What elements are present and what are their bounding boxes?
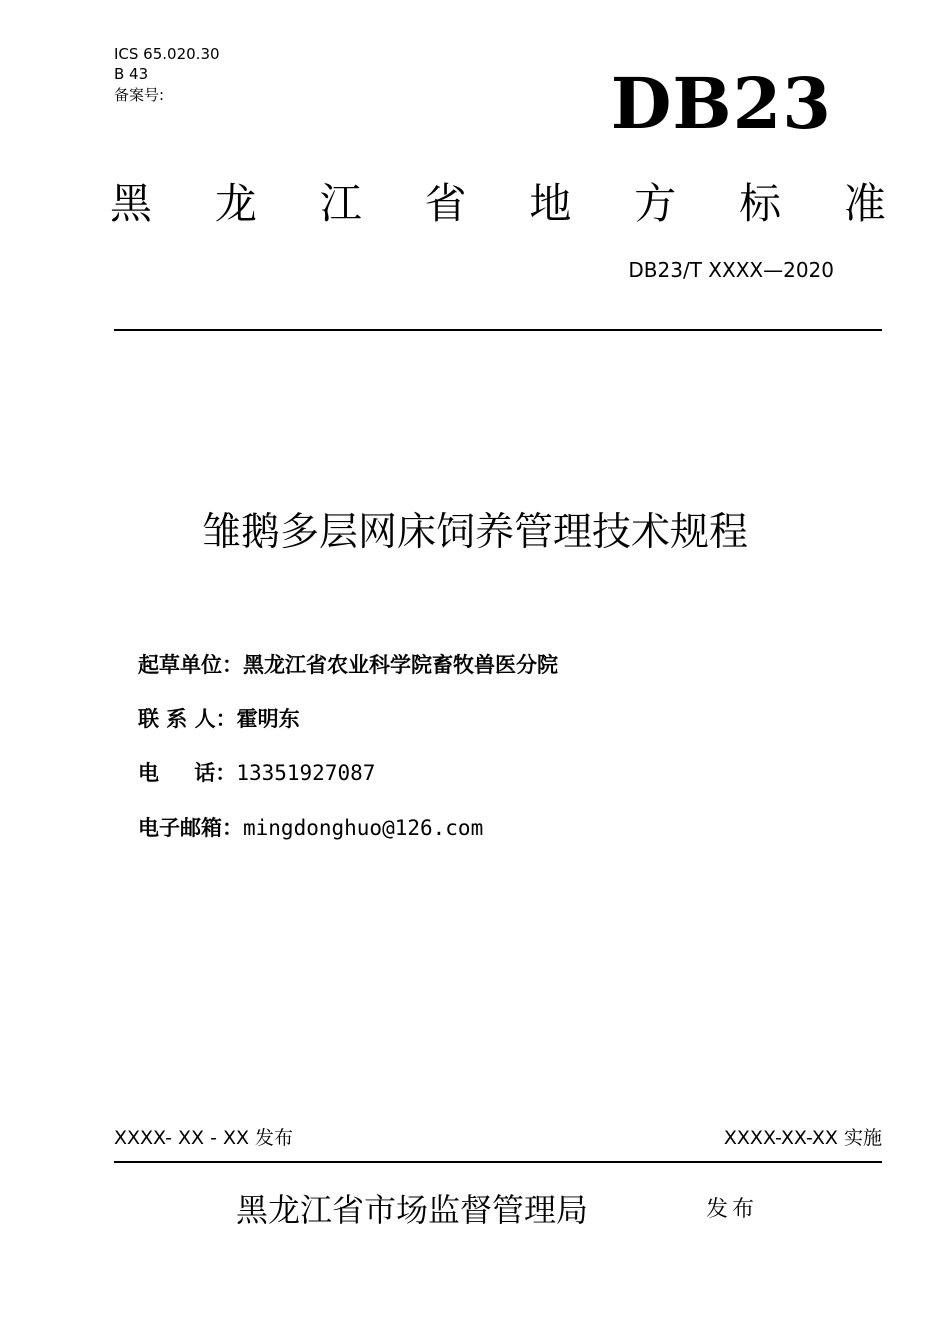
phone-label: 电 话： (138, 760, 237, 785)
record-number-label: 备案号: (114, 86, 165, 104)
classification-code: B 43 (114, 65, 149, 83)
standard-badge: DB23 (610, 62, 832, 145)
phone-row (138, 758, 375, 788)
drafting-unit-row (138, 650, 558, 680)
contact-person-row (138, 704, 300, 734)
issue-date: XXXX- XX - XX 发布 (114, 1127, 294, 1149)
drafting-unit-label: 起草单位： (138, 652, 243, 677)
standard-title-char: 龙 (214, 179, 257, 228)
email-value: mingdonghuo@126.com (243, 816, 484, 840)
header-divider (114, 329, 882, 331)
standard-title-char: 方 (634, 179, 677, 228)
email-row (138, 813, 483, 843)
phone-value: 13351927087 (236, 761, 376, 785)
publish-label: 发布 (706, 1197, 759, 1222)
document-title: 雏鹅多层网床饲养管理技术规程 (201, 510, 748, 555)
standard-number: DB23/T XXXX—2020 (628, 258, 834, 282)
contact-person-label: 联 系 人： (138, 706, 237, 731)
standard-title-char: 黑 (110, 179, 153, 228)
drafting-unit-value: 黑龙江省农业科学院畜牧兽医分院 (243, 652, 558, 677)
standard-title-char: 江 (319, 179, 362, 228)
contact-person-value: 霍明东 (236, 706, 300, 731)
standard-title-char: 准 (843, 179, 886, 228)
standard-title-char: 地 (529, 179, 572, 228)
footer-divider (114, 1161, 882, 1163)
standard-title-char: 省 (424, 179, 467, 228)
ics-code: ICS 65.020.30 (114, 45, 220, 63)
standard-title-char: 标 (739, 179, 782, 228)
standard-category-title (110, 176, 886, 232)
implementation-date: XXXX-XX-XX 实施 (723, 1127, 882, 1149)
email-label: 电子邮箱： (138, 815, 243, 840)
publisher-name: 黑龙江省市场监督管理局 (236, 1191, 589, 1229)
